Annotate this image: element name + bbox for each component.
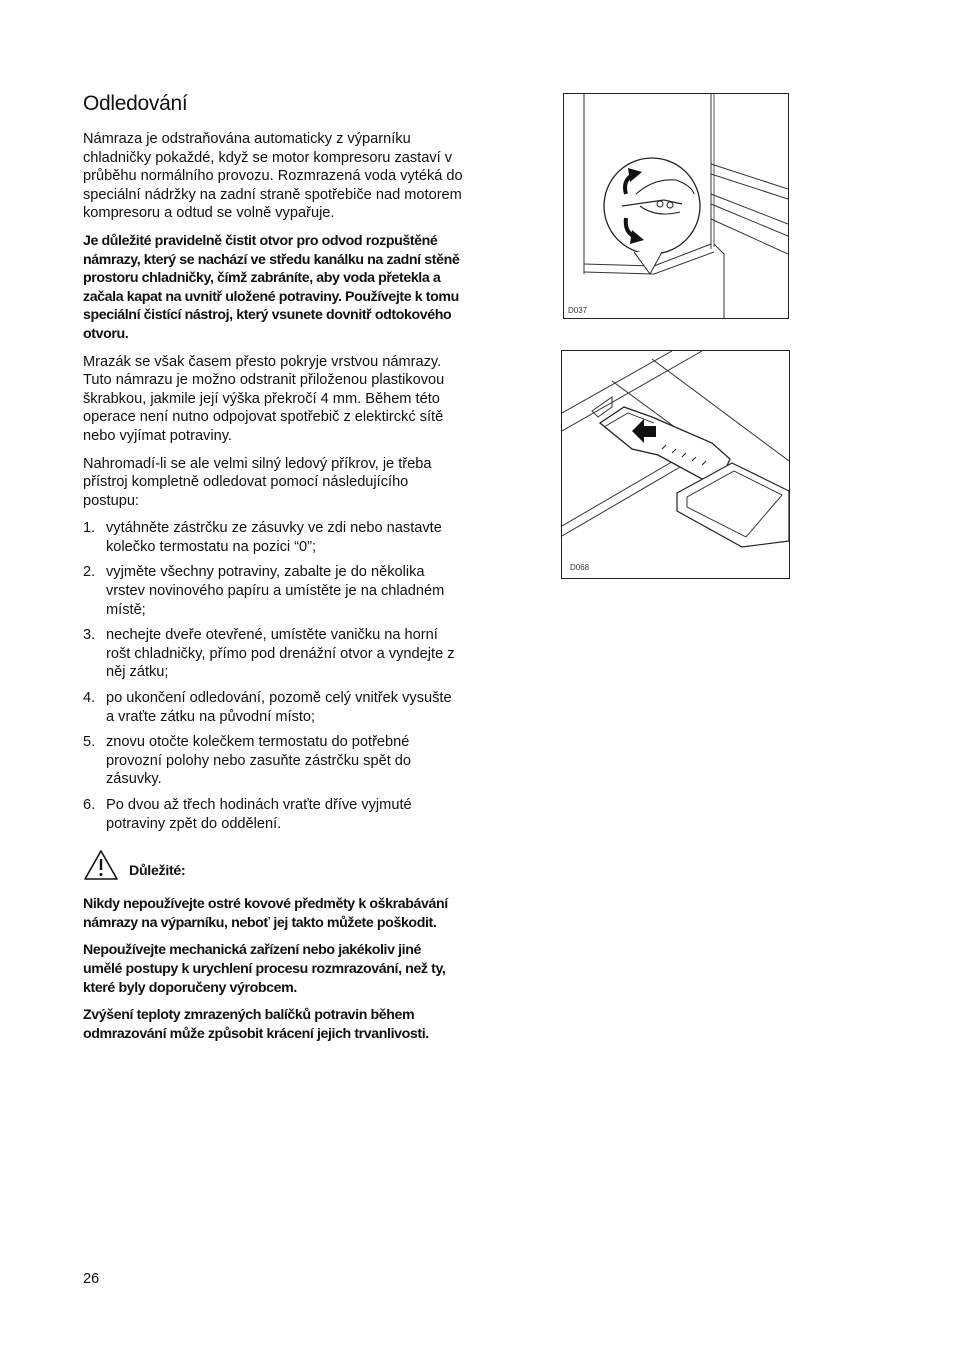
paragraph-freezer-frost: Mrazák se však časem přesto pokryje vrstvou námrazy. Tuto námrazu je možno odstranit přiloženou plastikovou škrabkou, jakmile její výška překročí 4 mm. Během této operace není nutno odpojovat spotřebič z elektirckć sítě nebo vyjímat potraviny.: [83, 353, 445, 444]
step-number: 6.: [83, 797, 96, 813]
list-item: [83, 689, 463, 726]
step-text: Po dvou až třech hodinách vraťte dříve vyjmuté potraviny zpět do oddělení.: [106, 797, 412, 832]
figure-drain-cleaning: [563, 93, 789, 319]
step-text: nechejte dveře otevřené, umístěte vaničku na horní rošt chladničky, přímo pod drenážní otvor a vyndejte z něj zátku;: [106, 627, 455, 681]
page-title: Odledování: [83, 92, 188, 115]
defrost-steps-list: [83, 519, 463, 833]
step-number: 1.: [83, 520, 96, 537]
list-item: [83, 563, 463, 619]
warning-paragraph-mechanical-devices: Nepoužívejte mechanická zařízení nebo jakékoliv jiné umělé postupy k urychlení procesu rozmrazování, než ty, které byly doporučeny výrobcem.: [83, 942, 446, 996]
figure-label: D037: [568, 306, 588, 315]
paragraph-automatic-defrost: Námraza je odstraňována automaticky z výparníku chladničky pokaždé, když se motor kompresoru zastaví v průběhu normálního provozu. Rozmrazená voda vytéká do speciální nádržky na zadní straně spotřebiče nad motorem kompresoru a odtud se volně vypařuje.: [83, 131, 463, 222]
warning-label: Důležité:: [129, 863, 186, 880]
step-text: vyjměte všechny potraviny, zabalte je do několika vrstev novinového papíru a umístěte je na chladném místě;: [106, 564, 445, 618]
step-number: 4.: [83, 690, 96, 707]
figure-label: D068: [570, 563, 590, 572]
step-number: 5.: [83, 734, 96, 751]
list-item: [83, 796, 463, 833]
warning-triangle-icon: [83, 849, 119, 881]
step-number: 2.: [83, 564, 96, 581]
warning-heading: [83, 849, 463, 881]
figure-scraper-tray: [561, 350, 790, 579]
drain-cleaning-illustration: [564, 94, 788, 318]
step-number: 3.: [83, 627, 96, 644]
list-item: [83, 626, 463, 682]
paragraph-drain-cleaning: Je důležité pravidelně čistit otvor pro odvod rozpuštěné námrazy, který se nachází ve středu kanálku na zadní stěně prostoru chladničky, čímž zabráníte, aby voda přetekla a začala kapat na uvnitř uložené potraviny. Používejte k tomu speciální čistící nástroj, který vsunete dovnitř odtokového otvoru.: [83, 232, 460, 342]
paragraph-full-defrost-intro: Nahromadí-li se ale velmi silný ledový příkrov, je třeba přístroj kompletně odledovat pomocí následujícího postupu:: [83, 455, 432, 509]
warning-paragraph-temperature: Zvýšení teploty zmrazených balíčků potravin během odmrazování může způsobit krácení jejich trvanlivosti.: [83, 1007, 429, 1042]
scraper-tray-illustration: [562, 351, 789, 578]
list-item: [83, 519, 463, 556]
step-text: po ukončení odledování, pozomě celý vnitřek vysušte a vraťte zátku na původní místo;: [106, 690, 452, 725]
page-number: 26: [83, 1271, 100, 1287]
main-text-column: [83, 130, 463, 1052]
warning-paragraph-sharp-objects: Nikdy nepoužívejte ostré kovové předměty k oškrabávání námrazy na výparníku, neboť jej takto můžete poškodit.: [83, 896, 448, 931]
step-text: vytáhněte zástrčku ze zásuvky ve zdi nebo nastavte kolečko termostatu na pozici “0”;: [106, 520, 442, 555]
step-text: znovu otočte kolečkem termostatu do potřebné provozní polohy nebo zasuňte zástrčku spět do zásuvky.: [106, 734, 412, 788]
list-item: [83, 733, 463, 789]
